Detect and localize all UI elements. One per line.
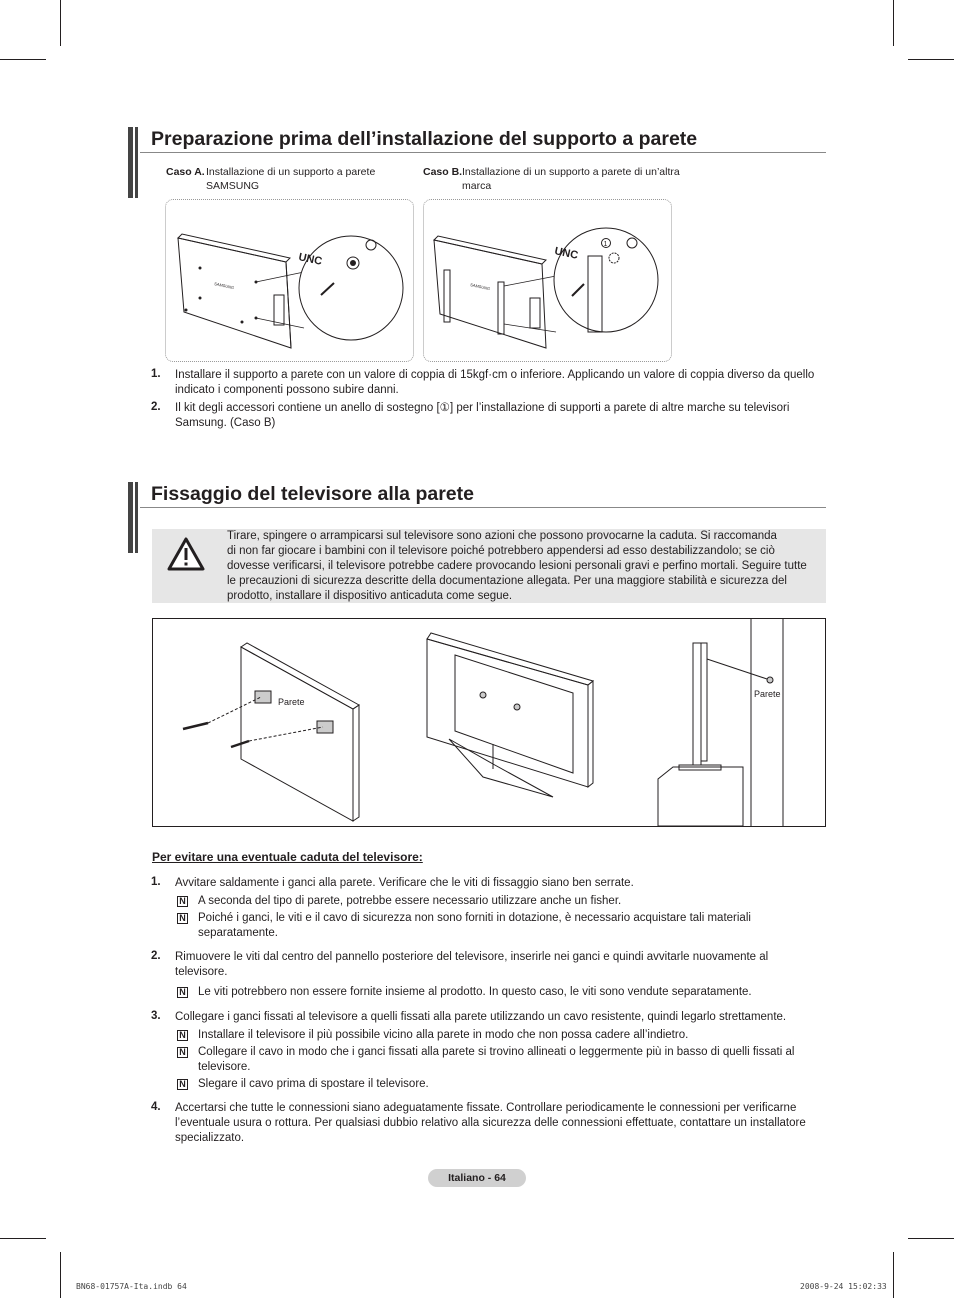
warning-text: Tirare, spingere o arrampicarsi sul televisore sono azioni che possono provocarne la caduta. Si raccomanda di non far giocare i bambini con il televisore poiché potrebbero appendersi ad esso destabilizzandolo; se ciò dovesse verificarsi, il televisore potrebbe cadere provocando lesioni personali gravi e perfino mortali. Seguire tutte le precauzioni di sicurezza descritte della documentazione allegata. Per una maggiore stabilità e sicurezza del prodotto, installare il dispositivo anticaduta come segue. (227, 530, 807, 602)
case-a-text: Installazione di un supporto a parete SAMSUNG (206, 166, 376, 192)
step-number: 4. (151, 1101, 161, 1113)
note-text: A seconda del tipo di parete, potrebbe essere necessario utilizzare anche un fisher. (198, 895, 622, 907)
crop-mark (893, 0, 894, 46)
note-icon: N (177, 896, 188, 907)
note-icon: N (177, 1079, 188, 1090)
section-bar (135, 482, 138, 553)
case-b-label: Caso B. (423, 166, 463, 178)
wall-label: Parete (278, 697, 305, 707)
list-item: Installare il supporto a parete con un valore di coppia di 15kgf·cm o inferiore. Applicando un valore di coppia diverso da quello indicato i componenti possono subire danni. (175, 369, 815, 396)
anti-tip-diagram (152, 618, 826, 827)
crop-mark (908, 1238, 954, 1239)
tv-wall-mount-illustration (166, 200, 413, 361)
step-number: 2. (151, 950, 161, 962)
section-rule (140, 152, 826, 153)
case-b-text: Installazione di un supporto a parete di un’altra marca (462, 166, 680, 192)
subheading: Per evitare una eventuale caduta del televisore: (152, 850, 423, 864)
step-text: Collegare i ganci fissati al televisore a quelli fissati alla parete utilizzando un cavo resistente, quindi legarlo strettamente. (175, 1011, 787, 1023)
section-bar (128, 482, 133, 553)
crop-mark (0, 1238, 46, 1239)
figure-case-a (165, 199, 414, 362)
anti-tip-illustration (153, 619, 825, 826)
note-icon: N (177, 913, 188, 924)
crop-mark (60, 1252, 61, 1298)
page-number: Italiano - 64 (428, 1169, 526, 1187)
section-bar (135, 127, 138, 198)
step-text: Accertarsi che tutte le connessioni siano adeguatamente fissate. Controllare periodicamente le connessioni per verificarne l’eventuale usura o rottura. Per qualsiasi dubbio relativo alla sicurezza delle connessioni effettuate, contattare un installatore specializzato. (175, 1102, 806, 1144)
figure-case-b (423, 199, 672, 362)
crop-mark (908, 59, 954, 60)
step-number: 3. (151, 1010, 161, 1022)
note-text: Collegare il cavo in modo che i ganci fissati alla parete si trovino allineati o leggermente più in basso di quelli fissati al televisore. (198, 1046, 795, 1073)
section-title: Preparazione prima dell’installazione del supporto a parete (151, 128, 698, 150)
tv-other-brand-mount-illustration (424, 200, 671, 361)
note-icon: N (177, 1030, 188, 1041)
print-slug-left: BN68-01757A-Ita.indb 64 (76, 1282, 187, 1291)
note-text: Le viti potrebbero non essere fornite insieme al prodotto. In questo caso, le viti sono vendute separatamente. (198, 986, 752, 998)
note-text: Installare il televisore il più possibile vicino alla parete in modo che non possa cadere all’indietro. (198, 1029, 689, 1041)
note-text: Slegare il cavo prima di spostare il televisore. (198, 1078, 429, 1090)
crop-mark (893, 1252, 894, 1298)
svg-text:SAMSUNG: SAMSUNG (469, 282, 491, 292)
print-slug-right: 2008-9-24 15:02:33 (800, 1282, 887, 1291)
step-text: Rimuovere le viti dal centro del pannello posteriore del televisore, inserirle nei ganci e quindi avvitarle nuovamente al televisore. (175, 951, 769, 978)
section-rule (140, 507, 826, 508)
section-title: Fissaggio del televisore alla parete (151, 483, 474, 505)
wall-label: Parete (754, 689, 781, 699)
note-icon: N (177, 1047, 188, 1058)
note-icon: N (177, 987, 188, 998)
section-bar (128, 127, 133, 198)
svg-text:1: 1 (603, 241, 608, 248)
svg-text:UNC: UNC (297, 251, 324, 268)
warning-icon (166, 536, 206, 572)
crop-mark (0, 59, 46, 60)
step-text: Avvitare saldamente i ganci alla parete. Verificare che le viti di fissaggio siano ben serrate. (175, 877, 634, 889)
crop-mark (60, 0, 61, 46)
list-item: Il kit degli accessori contiene un anello di sostegno [①] per l’installazione di supporti a parete di altre marche su televisori Samsung. (Caso B) (175, 402, 790, 429)
note-text: Poiché i ganci, le viti e il cavo di sicurezza non sono forniti in dotazione, è necessario acquistare tali materiali separatamente. (198, 912, 751, 939)
item-number: 2. (151, 401, 161, 413)
case-a-label: Caso A. (166, 166, 205, 178)
item-number: 1. (151, 368, 161, 380)
step-number: 1. (151, 876, 161, 888)
svg-text:SAMSUNG: SAMSUNG (213, 281, 235, 291)
svg-text:UNC: UNC (553, 245, 580, 262)
